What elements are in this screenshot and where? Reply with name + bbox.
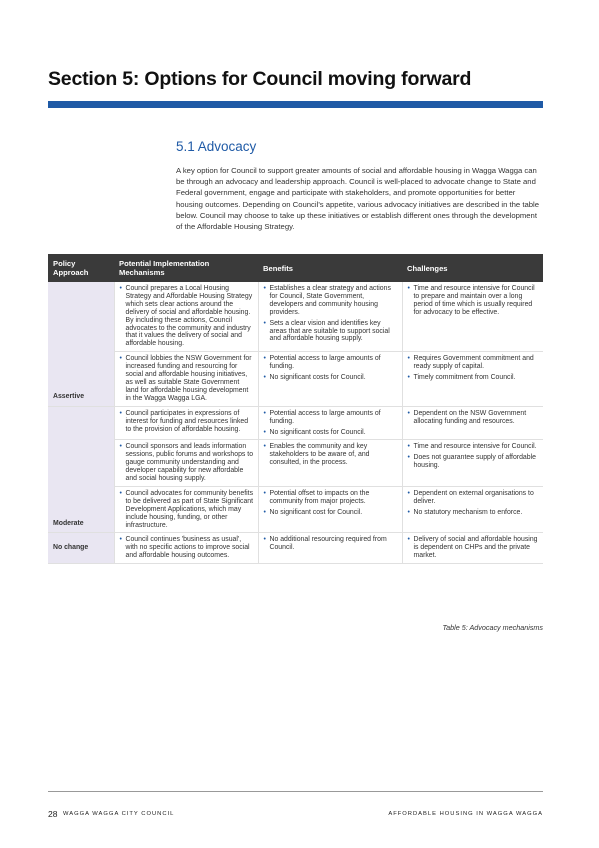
benefit-list <box>264 410 398 437</box>
table-row <box>48 440 543 487</box>
header-benefits: Benefits <box>258 254 402 282</box>
heading-rule <box>48 101 543 108</box>
footer-document-title: AFFORDABLE HOUSING IN WAGGA WAGGA <box>388 811 543 817</box>
table-row <box>48 282 543 352</box>
challenge-cell <box>402 406 543 440</box>
header-policy-approach: Policy Approach <box>48 254 114 282</box>
mechanism-item: • Council continues 'business as usual', with no specific actions to improve social and affordable housing outcomes. <box>120 536 254 560</box>
footer-rule <box>48 791 543 792</box>
benefit-item: • Enables the community and key stakeholders to be aware of, and consulted, in the process. <box>264 443 398 467</box>
table-body <box>48 282 543 564</box>
footer-org-name: WAGGA WAGGA CITY COUNCIL <box>63 811 175 817</box>
benefit-item: • No significant costs for Council. <box>264 429 398 437</box>
section-subheading: 5.1 Advocacy <box>176 139 257 154</box>
challenge-list <box>408 355 540 382</box>
challenge-item: • Delivery of social and affordable housing is dependent on CHPs and the private market. <box>408 536 540 560</box>
challenge-list <box>408 536 540 560</box>
challenge-item: • Time and resource intensive for Council to prepare and maintain over a long period of time which is usually required for advocacy to be effective. <box>408 285 540 317</box>
table-row <box>48 352 543 406</box>
table-row <box>48 533 543 564</box>
mechanism-list <box>120 410 254 434</box>
mechanism-item: • Council prepares a Local Housing Strategy and Affordable Housing Strategy which sets clear actions around the delivery of social and affordable housing. By including these actions, Council advocates to the community and industry that it values the delivery of social and affordable housing. <box>120 285 254 348</box>
benefit-list <box>264 443 398 467</box>
challenge-item: • Timely commitment from Council. <box>408 374 540 382</box>
challenge-list <box>408 490 540 517</box>
benefit-list <box>264 490 398 517</box>
table-row <box>48 406 543 440</box>
benefit-item: • No additional resourcing required from Council. <box>264 536 398 552</box>
header-mechanisms: Potential Implementation Mechanisms <box>114 254 258 282</box>
benefit-list <box>264 355 398 382</box>
mechanism-item: • Council advocates for community benefits to be delivered as part of State Significant Development Applications, which may include housing, funding, or other infrastructure. <box>120 490 254 530</box>
challenge-item: • Does not guarantee supply of affordable housing. <box>408 454 540 470</box>
benefit-item: • No significant cost for Council. <box>264 509 398 517</box>
benefit-cell <box>258 533 402 564</box>
mechanism-list <box>120 443 254 483</box>
challenge-cell <box>402 282 543 352</box>
mechanism-cell <box>114 533 258 564</box>
challenge-cell <box>402 440 543 487</box>
benefit-cell <box>258 406 402 440</box>
advocacy-table <box>48 254 543 564</box>
challenge-item: • Requires Government commitment and ready supply of capital. <box>408 355 540 371</box>
header-challenges: Challenges <box>402 254 543 282</box>
challenge-cell <box>402 352 543 406</box>
challenge-list <box>408 443 540 470</box>
mechanism-item: • Council lobbies the NSW Government for increased funding and resourcing for social and affordable housing initiatives, as well as suitable State Government land for affordable housing development in the Wagga Wagga LGA. <box>120 355 254 402</box>
challenge-cell <box>402 533 543 564</box>
benefit-list <box>264 536 398 552</box>
mechanism-cell <box>114 406 258 440</box>
mechanism-list <box>120 285 254 348</box>
table-caption: Table 5: Advocacy mechanisms <box>442 623 543 632</box>
benefit-cell <box>258 486 402 533</box>
mechanism-list <box>120 536 254 560</box>
mechanism-cell <box>114 282 258 352</box>
page-heading: Section 5: Options for Council moving forward <box>48 68 472 90</box>
benefit-item: • Potential access to large amounts of funding. <box>264 355 398 371</box>
benefit-list <box>264 285 398 343</box>
mechanism-item: • Council sponsors and leads information sessions, public forums and workshops to gauge community understanding and developer capability for new affordable and social housing supply. <box>120 443 254 483</box>
policy-approach-cell: No change <box>48 533 114 564</box>
benefit-item: • Potential offset to impacts on the community from major projects. <box>264 490 398 506</box>
table-row <box>48 486 543 533</box>
benefit-item: • No significant costs for Council. <box>264 374 398 382</box>
mechanism-cell <box>114 352 258 406</box>
policy-approach-cell: Moderate <box>48 406 114 533</box>
page-number: 28 <box>48 809 58 819</box>
challenge-item: • Dependent on external organisations to deliver. <box>408 490 540 506</box>
challenge-item: • Dependent on the NSW Government allocating funding and resources. <box>408 410 540 426</box>
mechanism-item: • Council participates in expressions of interest for funding and resources linked to the provision of affordable housing. <box>120 410 254 434</box>
benefit-item: • Potential access to large amounts of funding. <box>264 410 398 426</box>
table-header-row <box>48 254 543 282</box>
challenge-list <box>408 410 540 426</box>
mechanism-list <box>120 355 254 402</box>
challenge-list <box>408 285 540 317</box>
intro-paragraph: A key option for Council to support greater amounts of social and affordable housing in Wagga Wagga can be through an advocacy and leadership approach. Council is well-placed to advocate change to State and Federal government, engage and participate with stakeholders, and promote opportunities for better housing outcomes. Depending on Council's appetite, various advocacy initiatives are described in the table below. Council may choose to take up these initiatives or establish different ones through the development of the Affordable Housing Strategy. <box>176 166 539 232</box>
benefit-cell <box>258 440 402 487</box>
benefit-cell <box>258 282 402 352</box>
benefit-item: • Sets a clear vision and identifies key areas that are suitable to support social and affordable housing supply. <box>264 320 398 344</box>
benefit-cell <box>258 352 402 406</box>
mechanism-list <box>120 490 254 530</box>
challenge-item: • Time and resource intensive for Council. <box>408 443 540 451</box>
policy-approach-cell: Assertive <box>48 282 114 406</box>
mechanism-cell <box>114 486 258 533</box>
challenge-cell <box>402 486 543 533</box>
mechanism-cell <box>114 440 258 487</box>
benefit-item: • Establishes a clear strategy and actions for Council, State Government, developers and community housing providers. <box>264 285 398 317</box>
challenge-item: • No statutory mechanism to enforce. <box>408 509 540 517</box>
page-footer <box>48 809 543 821</box>
